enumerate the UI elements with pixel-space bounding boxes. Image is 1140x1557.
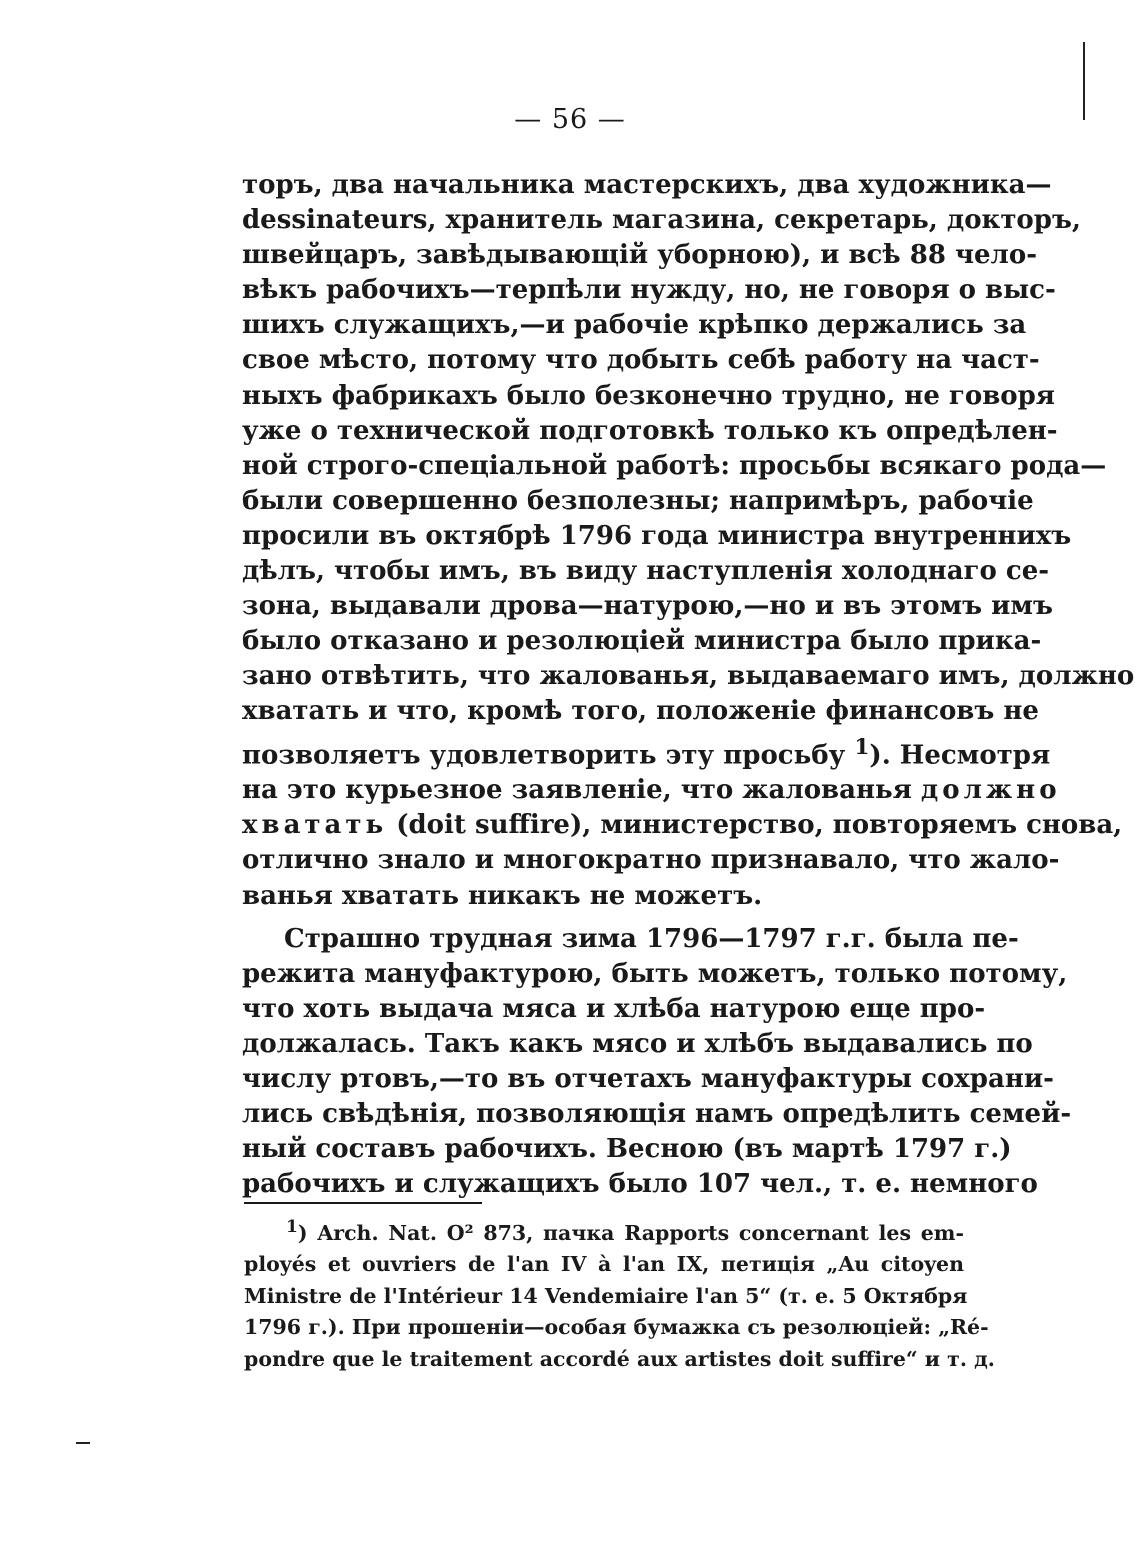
scan-margin-line xyxy=(1083,42,1085,120)
text-line: свое мѣсто, потому что добыть себѣ работу на част- xyxy=(242,345,1040,376)
text-line: уже о технической подготовкѣ только къ опредѣлен- xyxy=(242,415,1058,446)
text-line xyxy=(242,773,1061,808)
text-line: Страшно трудная зима 1796—1797 г.г. была пе- xyxy=(284,923,1019,954)
text-line: швейцаръ, завѣдывающій уборною), и всѣ 88 чело- xyxy=(242,240,1037,271)
text-segment: (doit suffire), министерство, повторяемъ снова, xyxy=(396,810,1123,841)
text-line: хватать и что, кромѣ того, положеніе финансовъ не xyxy=(242,696,1039,727)
text-line: числу ртовъ,—то въ отчетахъ мануфактуры сохрани- xyxy=(242,1064,1054,1094)
text-segment: ) Arch. Nat. O² 873, пачка Rapports concernant les em- xyxy=(297,1220,964,1245)
text-line: ныхъ фабрикахъ было безконечно трудно, не говоря xyxy=(242,380,1055,411)
text-line xyxy=(242,730,1051,774)
footnote-line: Ministre de l'Intérieur 14 Vendemiaire l'an 5“ (т. е. 5 Октября xyxy=(244,1283,968,1308)
text-line: шихъ служащихъ,—и рабочіе крѣпко держались за xyxy=(242,310,1027,341)
page-number: — 56 — xyxy=(514,104,626,135)
text-line xyxy=(242,808,1123,843)
main-text xyxy=(242,168,1135,1202)
text-segment: ). Несмотря xyxy=(869,740,1051,771)
text-line: ный составъ рабочихъ. Весною (въ мартѣ 1797 г.) xyxy=(242,1134,1012,1165)
text-line: торъ, два начальника мастерскихъ, два художника— xyxy=(242,170,1052,200)
text-line: что хоть выдача мяса и хлѣба натурою еще про- xyxy=(242,993,986,1024)
paragraph-gap xyxy=(242,914,964,922)
text-line: рабочихъ и служащихъ было 107 чел., т. е. немного xyxy=(242,1169,1038,1200)
text-line: dessinateurs, хранитель магазина, секретарь, докторъ, xyxy=(242,205,1081,236)
emphasis-spaced: должно xyxy=(920,775,1061,806)
footnote xyxy=(244,1212,995,1375)
footnote-line: ployés et ouvriers de l'an IV à l'an IX, петиція „Au citoyen xyxy=(244,1252,964,1277)
emphasis-spaced: хватать xyxy=(242,810,388,841)
text-segment: позволяетъ удовлетворить эту просьбу xyxy=(242,740,846,771)
text-line: зано отвѣтить, что жалованья, выдаваемаго имъ, должно xyxy=(242,661,1135,692)
text-line: зона, выдавали дрова—натурою,—но и въ этомъ имъ xyxy=(242,591,1053,622)
footnote-line: pondre que le traitement accordé aux artistes doit suffire“ и т. д. xyxy=(244,1346,995,1371)
text-line: вѣкъ рабочихъ—терпѣли нужду, но, не говоря о выс- xyxy=(242,275,1056,306)
text-line: дѣлъ, чтобы имъ, въ виду наступленія холоднаго се- xyxy=(242,556,1050,587)
text-line: ной строго-спеціальной работѣ: просьбы всякаго рода— xyxy=(242,450,1107,481)
text-line: ванья хватать никакъ не можетъ. xyxy=(242,880,763,911)
footnote-line xyxy=(244,1212,964,1249)
text-line: просили въ октябрѣ 1796 года министра внутреннихъ xyxy=(242,520,1072,551)
text-line: режита мануфактурою, быть можетъ, только потому, xyxy=(242,958,1068,989)
text-line: было отказано и резолюціей министра было прика- xyxy=(242,626,1042,657)
text-line: лись свѣдѣнія, позволяющія намъ опредѣлить семей- xyxy=(242,1099,1072,1130)
text-line: были совершенно безполезны; напримѣръ, рабочіе xyxy=(242,485,1034,516)
footnote-divider xyxy=(244,1202,482,1204)
footnote-reference[interactable]: 1 xyxy=(854,734,870,760)
text-line: должалась. Такъ какъ мясо и хлѣбъ выдавались по xyxy=(242,1028,1033,1059)
footnote-marker: 1 xyxy=(286,1217,298,1237)
scan-margin-dash xyxy=(76,1442,90,1444)
text-segment: на это курьезное заявленіе, что жалованья xyxy=(242,775,912,806)
footnote-line: 1796 г.). При прошеніи—особая бумажка съ резолюціей: „Ré- xyxy=(244,1315,989,1340)
text-line: отлично знало и многократно признавало, что жало- xyxy=(242,845,1060,876)
